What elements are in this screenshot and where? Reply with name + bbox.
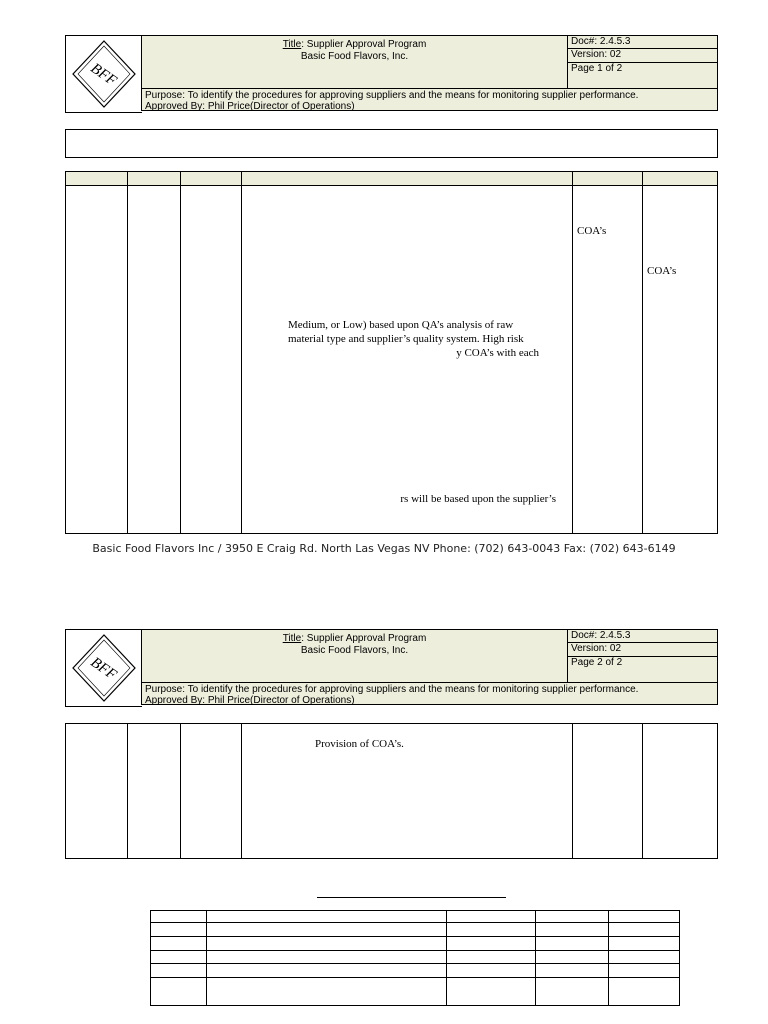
- col-divider: [180, 724, 181, 858]
- svg-text:BFF: BFF: [87, 60, 120, 90]
- procedure-table-page-2: [65, 723, 718, 859]
- page-number: Page 1 of 2: [568, 62, 718, 89]
- table-row: [151, 911, 680, 923]
- bff-logo-icon: [66, 630, 142, 706]
- purpose-cell: [141, 88, 718, 111]
- empty-section-box: [65, 129, 718, 158]
- revision-table: [150, 910, 680, 1006]
- table-row: [151, 923, 680, 937]
- table-row: [151, 964, 680, 978]
- doc-meta: [568, 35, 718, 89]
- title-cell: [141, 35, 568, 89]
- table-row: [151, 978, 680, 1006]
- title-text: : Supplier Approval Program: [301, 39, 427, 50]
- body-text-line: rs will be based upon the supplier’s: [400, 493, 556, 505]
- company-name: Basic Food Flavors, Inc.: [300, 645, 409, 656]
- doc-meta: [568, 629, 718, 683]
- table-row: [151, 951, 680, 964]
- body-text-line: material type and supplier’s quality system. High risk: [288, 333, 524, 345]
- col-divider: [572, 172, 573, 533]
- doc-number: Doc#: 2.4.5.3: [568, 35, 718, 49]
- coa-text: COA’s: [577, 225, 607, 237]
- company-logo: [65, 629, 142, 707]
- purpose-text: Purpose: To identify the procedures for approving suppliers and the means for monitoring supplier performance.: [145, 684, 639, 695]
- document-header-page-2: [65, 629, 718, 705]
- doc-version: Version: 02: [568, 48, 718, 63]
- col-divider: [642, 724, 643, 858]
- col-divider: [241, 172, 242, 533]
- page-footer: Basic Food Flavors Inc / 3950 E Craig Rd. North Las Vegas NV Phone: (702) 643-0043 Fax: (702) 643-6149: [92, 542, 676, 555]
- body-text-line: y COA’s with each: [456, 347, 539, 359]
- coa-text: COA’s: [647, 265, 677, 277]
- signature-line: [317, 897, 506, 898]
- provision-text: Provision of COA’s.: [315, 738, 404, 750]
- bff-logo-icon: [66, 36, 142, 112]
- document-header-page-1: [65, 35, 718, 111]
- svg-text:BFF: BFF: [87, 654, 120, 684]
- approved-by: Approved By: Phil Price(Director of Operations): [145, 695, 355, 706]
- title-text: : Supplier Approval Program: [301, 633, 427, 644]
- doc-number: Doc#: 2.4.5.3: [568, 629, 718, 643]
- company-logo: [65, 35, 142, 113]
- approved-by: Approved By: Phil Price(Director of Operations): [145, 101, 355, 112]
- purpose-cell: [141, 682, 718, 705]
- title-cell: [141, 629, 568, 683]
- purpose-text: Purpose: To identify the procedures for approving suppliers and the means for monitoring supplier performance.: [145, 90, 639, 101]
- col-divider: [241, 724, 242, 858]
- col-divider: [127, 724, 128, 858]
- page-number: Page 2 of 2: [568, 656, 718, 683]
- table-header-row: [66, 172, 717, 186]
- col-divider: [642, 172, 643, 533]
- col-divider: [127, 172, 128, 533]
- company-name: Basic Food Flavors, Inc.: [300, 51, 409, 62]
- col-divider: [180, 172, 181, 533]
- procedure-table-page-1: [65, 171, 718, 534]
- title-label: Title: [282, 39, 302, 50]
- col-divider: [572, 724, 573, 858]
- title-label: Title: [282, 633, 302, 644]
- doc-version: Version: 02: [568, 642, 718, 657]
- body-text-line: Medium, or Low) based upon QA’s analysis of raw: [288, 319, 514, 331]
- table-row: [151, 937, 680, 951]
